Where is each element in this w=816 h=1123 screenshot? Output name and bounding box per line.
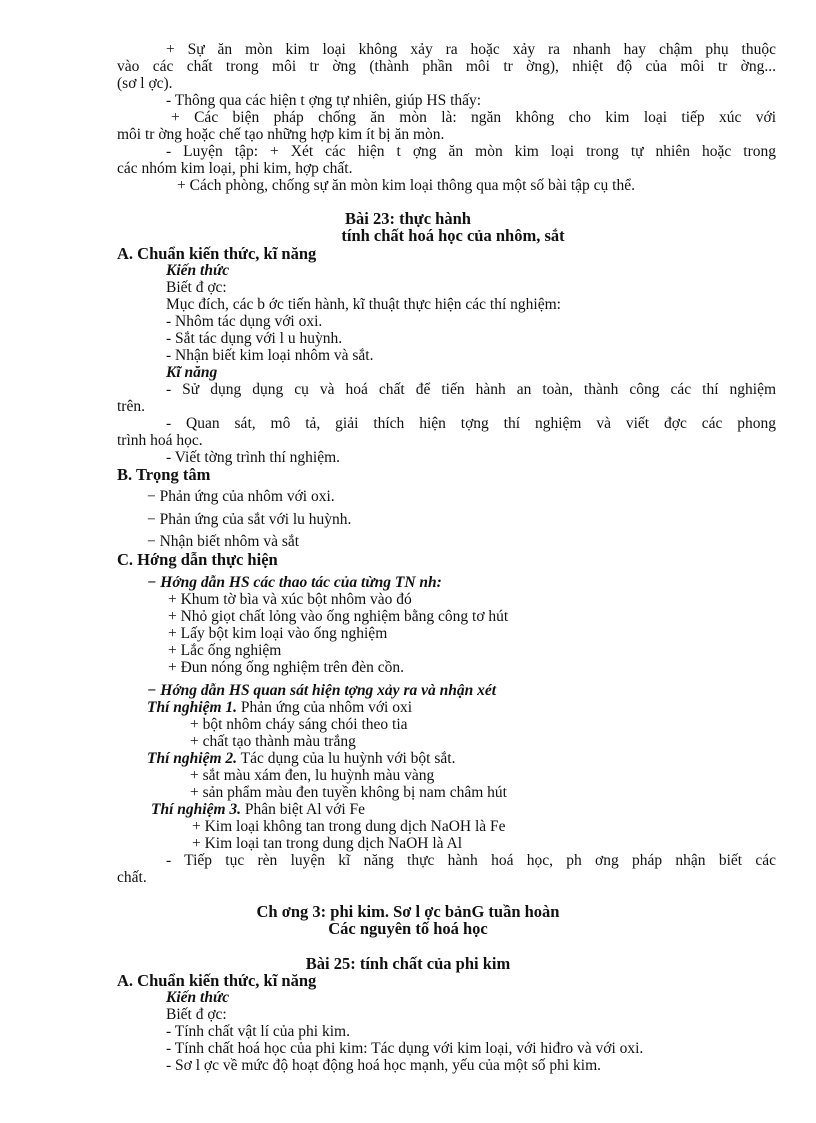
knowledge-item-2: - Nhôm tác dụng với oxi. [166, 313, 323, 330]
intro-line-7: - Luyện tập: + Xét các hiện t ợng ăn mòn kim loại trong tự nhiên hoặc trong [166, 143, 776, 160]
knowledge-intro: Biết đ ợc: [166, 279, 227, 296]
section-c-heading: C. Hớng dẫn thực hiện [117, 550, 278, 569]
lesson-25-knowledge-heading: Kiến thức [166, 989, 230, 1006]
guide-step-1: + Khum tờ bìa và xúc bột nhôm vào đó [168, 591, 412, 608]
guide-heading-1: − Hớng dẫn HS các thao tác của từng TN nh: [147, 574, 442, 591]
lesson-25-section-a: A. Chuẩn kiến thức, kĩ năng [117, 971, 317, 990]
experiment-3-obs-1: + Kim loại không tan trong dung dịch NaOH là Fe [192, 818, 506, 835]
guide-step-3: + Lấy bột kim loại vào ống nghiệm [168, 625, 388, 642]
skills-item-3: - Viết tờng trình thí nghiệm. [166, 449, 341, 466]
section-b-heading: B. Trọng tâm [117, 465, 211, 484]
intro-line-4: - Thông qua các hiện t ợng tự nhiên, giúp HS thấy: [166, 92, 482, 109]
experiment-3: Thí nghiệm 3. Phân biệt Al với Fe [151, 801, 366, 818]
intro-line-2: vào các chất trong môi tr ờng (thành phần môi tr ờng), nhiệt độ của môi tr ờng... [117, 58, 776, 75]
guide-step-4: + Lắc ống nghiệm [168, 642, 282, 659]
skills-item-1: - Sử dụng dụng cụ và hoá chất để tiến hành an toàn, thành công các thí nghiệm [166, 381, 776, 398]
lesson-25-knowledge-item-1: - Tính chất vật lí của phi kim. [166, 1023, 350, 1040]
knowledge-item-1: Mục đích, các b ớc tiến hành, kĩ thuật thực hiện các thí nghiệm: [166, 296, 561, 313]
skills-item-2: - Quan sát, mô tả, giải thích hiện tợng thí nghiệm và viết đợc các phong [166, 415, 776, 432]
experiment-1: Thí nghiệm 1. Phản ứng của nhôm với oxi [147, 699, 413, 716]
practice-note-cont: chất. [117, 869, 147, 886]
knowledge-heading: Kiến thức [166, 262, 230, 279]
skills-heading: Kĩ năng [166, 364, 218, 381]
experiment-1-obs-2: + chất tạo thành màu trắng [190, 733, 356, 750]
intro-line-6: môi tr ờng hoặc chế tạo những hợp kim ít bị ăn mòn. [117, 126, 445, 143]
intro-line-5: + Các biện pháp chống ăn mòn là: ngăn không cho kim loại tiếp xúc với [171, 109, 776, 126]
guide-heading-2: − Hớng dẫn HS quan sát hiện tợng xảy ra và nhận xét [147, 682, 497, 699]
intro-line-9: + Cách phòng, chống sự ăn mòn kim loại thông qua một số bài tập cụ thể. [177, 177, 635, 194]
skills-item-2-cont: trình hoá học. [117, 432, 203, 449]
focus-item-2: − Phản ứng của sắt với lu huỳnh. [147, 511, 352, 528]
focus-item-3: − Nhận biết nhôm và sắt [147, 533, 300, 550]
practice-note: - Tiếp tục rèn luyện kĩ năng thực hành hoá học, ph ơng pháp nhận biết các [166, 852, 776, 869]
section-a-heading: A. Chuẩn kiến thức, kĩ năng [117, 244, 317, 263]
lesson-25-knowledge-item-3: - Sơ l ợc về mức độ hoạt động hoá học mạnh, yếu của một số phi kim. [166, 1057, 602, 1074]
knowledge-item-4: - Nhận biết kim loại nhôm và sắt. [166, 347, 374, 364]
knowledge-item-3: - Sắt tác dụng với l u huỳnh. [166, 330, 343, 347]
guide-step-5: + Đun nóng ống nghiệm trên đèn cồn. [168, 659, 405, 676]
experiment-3-obs-2: + Kim loại tan trong dung dịch NaOH là Al [192, 835, 463, 852]
chapter-3-subtitle: Các nguyên tố hoá học [328, 919, 488, 938]
skills-item-1-cont: trên. [117, 398, 145, 415]
experiment-2-obs-1: + sắt màu xám đen, lu huỳnh màu vàng [190, 767, 435, 784]
intro-line-8: các nhóm kim loại, phi kim, hợp chất. [117, 160, 353, 177]
experiment-2-obs-2: + sản phẩm màu đen tuyền không bị nam châm hút [190, 784, 507, 801]
chapter-3-title: Ch ơng 3: phi kim. Sơ l ợc bảnG tuần hoàn [256, 902, 560, 921]
lesson-23-title: Bài 23: thực hành [345, 209, 471, 228]
lesson-25-knowledge-intro: Biết đ ợc: [166, 1006, 227, 1023]
lesson-23-subtitle: tính chất hoá học của nhôm, sắt [341, 226, 565, 245]
focus-item-1: − Phản ứng của nhôm với oxi. [147, 488, 335, 505]
lesson-25-title: Bài 25: tính chất của phi kim [305, 954, 511, 973]
intro-line-1: + Sự ăn mòn kim loại không xảy ra hoặc xảy ra nhanh hay chậm phụ thuộc [166, 41, 776, 58]
intro-line-3: (sơ l ợc). [117, 75, 173, 92]
experiment-1-obs-1: + bột nhôm cháy sáng chói theo tia [190, 716, 408, 733]
lesson-25-knowledge-item-2: - Tính chất hoá học của phi kim: Tác dụng với kim loại, với hiđro và với oxi. [166, 1040, 644, 1057]
guide-step-2: + Nhỏ giọt chất lỏng vào ống nghiệm bằng công tơ hút [168, 608, 509, 625]
experiment-2: Thí nghiệm 2. Tác dụng của lu huỳnh với bột sắt. [147, 750, 456, 767]
